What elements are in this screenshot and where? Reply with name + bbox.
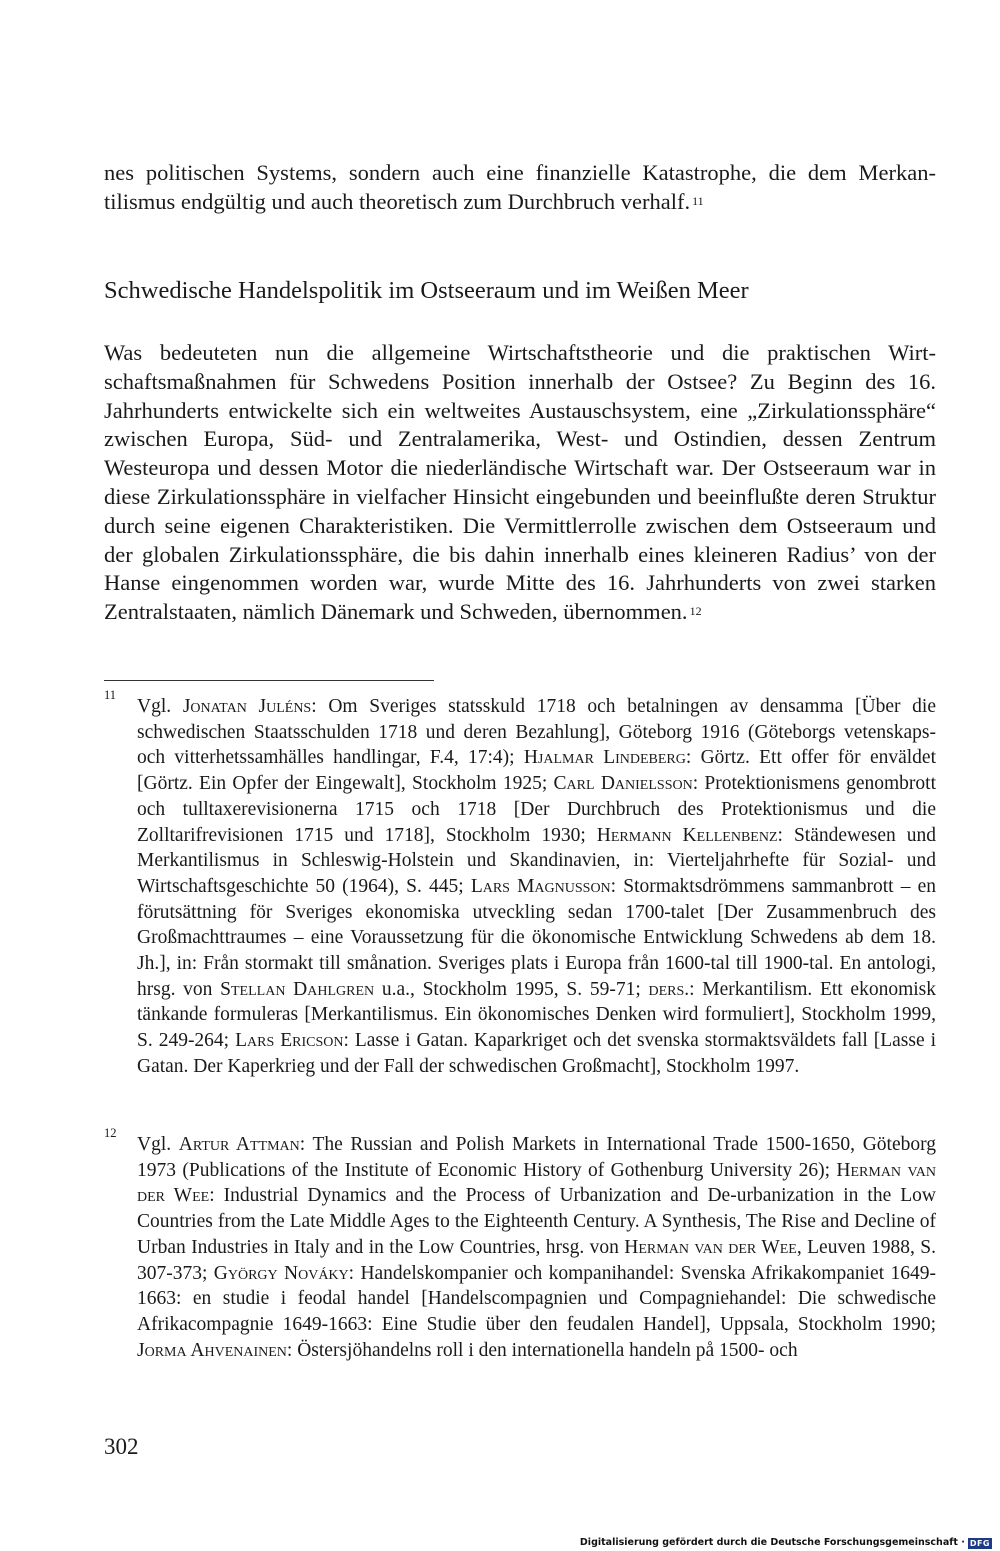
section-heading: Schwedische Handelspolitik im Ostseeraum und im Weißen Meer (104, 277, 749, 304)
author-name: Stellan Dahlgren (220, 978, 375, 1000)
body-text: Was bedeuteten nun die allgemeine Wirtschaftstheorie und die praktischen Wirtschaftsmaßnahmen für Schwedens Position innerhalb der Ostsee? Zu Beginn des 16. Jahrhunderts entwickelte sich ein weltweites Austauschsystem, eine „Zirkulationssphäre“ zwischen Europa, Süd- und Zentralamerika, West- und Ostindien, dessen Zentrum Westeuropa und dessen Motor die niederländische Wirtschaft war. Der Ostseeraum war in diese Zirkulationssphäre in vielfacher Hinsicht eingebunden und beeinflußte deren Struktur durch seine eigenen Charakteristiken. Die Vermittlerrolle zwischen dem Ostseeraum und der globalen Zirkulationssphäre, die bis dahin innerhalb eines kleineren Radius’ von der Hanse eingenommen worden war, wurde Mitte des 16. Jahrhunderts von zwei starken Zentralstaaten, nämlich Dänemark und Schweden, übernommen. (104, 340, 936, 625)
footnote-text: : Om Sveriges statsskuld 1718 och betalningen av densamma [Über die schwedischen Staatsschulden 1718 und deren Bezahlung], Göteborg 1916 (Göteborgs vetenskaps- och vitterhetssamhälles handlingar, F.4, 17:4); (137, 696, 937, 769)
dfg-logo: DFG (969, 1538, 990, 1548)
author-name: Hermann Kellenbenz (596, 824, 778, 846)
footnote-11 (104, 688, 937, 1080)
author-name: Herman van der Wee (137, 1159, 936, 1207)
footnote-text: Vgl. (137, 1134, 179, 1155)
author-name: Artur Attman (178, 1134, 300, 1155)
intro-paragraph (104, 159, 936, 217)
footnote-separator (104, 680, 434, 681)
author-name: Jonatan Juléns (182, 696, 312, 717)
author-name: Hjalmar Lindeberg (523, 747, 686, 769)
footnote-ref-12[interactable]: 12 (689, 604, 702, 619)
credit-text: Digitalisierung gefördert durch die Deutsche Forschungsgemeinschaft · (579, 1537, 965, 1548)
footnote-text: : Stormaktsdrömmens sammanbrott – en förutsättning för Sveriges ekonomiska utveckling sedan 1700-talet [Der Zusammenbruch des Großmachttraumes – eine Voraussetzung für die ökonomische Entwicklung Schwedens ab dem 18. Jh.], in: Från stormakt till smånation. Sveriges plats i Europa från 1600-tal till 1900-tal. En antologi, hrsg. von (137, 875, 936, 1000)
footnote-text: : Ständewesen und Merkantilismus in Schleswig-Holstein und Skandinavien, in: Vierteljahrhefte für Sozial- und Wirtschaftsgeschichte 50 (1964), S. 445; (137, 824, 937, 897)
footnote-text: , Leuven 1988, S. 307-373; (137, 1236, 936, 1284)
body-paragraph (104, 339, 936, 627)
footnote-12 (104, 1126, 936, 1363)
footnote-number: 11 (104, 688, 117, 702)
author-name: György Nováky (213, 1262, 349, 1284)
footnote-text: Vgl. (137, 696, 183, 717)
author-name: ders. (648, 978, 690, 1000)
page-number: 302 (104, 1434, 139, 1459)
author-name: Lars Ericson (235, 1030, 344, 1052)
digitization-credit (580, 1537, 992, 1549)
intro-text: nes politischen Systems, sondern auch eine finanzielle Katastrophe, die dem Merkantilismus endgültig und auch theoretisch zum Durchbruch verhalf. (104, 160, 936, 214)
footnote-ref-11[interactable]: 11 (692, 193, 704, 208)
footnote-text: : Lasse i Gatan. Kaparkriget och det svenska stormaktsväldets fall [Lasse i Gatan. Der Kaperkrieg und der Fall der schwedischen Großmacht], Stockholm 1997. (137, 1030, 936, 1077)
footnote-text: : Industrial Dynamics and the Process of Urbanization and De-urbanization in the Low Countries from the Late Middle Ages to the Eighteenth Century. A Synthesis, The Rise and Decline of Urban Industries in Italy and in the Low Countries, hrsg. von (137, 1185, 936, 1258)
author-name: Herman van der Wee (624, 1236, 797, 1258)
footnote-text: u.a., Stockholm 1995, S. 59-71; (374, 978, 649, 1000)
footnote-text: : The Russian and Polish Markets in International Trade 1500-1650, Göteborg 1973 (Publications of the Institute of Economic History of Gothenburg University 26); (137, 1134, 936, 1181)
footnote-text: : Handelskompanier och kompanihandel: Svenska Afrikakompaniet 1649-1663: en studie i feodal handel [Handelscompagnien und Compagniehandel: Die schwedische Afrikacompagnie 1649-1663: Eine Studie über den feudalen Handel], Uppsala, Stockholm 1990; (137, 1262, 936, 1335)
author-name: Lars Magnusson (470, 875, 611, 897)
footnote-text: : Östersjöhandelns roll i den internationella handeln på 1500- och (286, 1339, 798, 1361)
footnote-text: : Protektionismens genombrott och tulltaxerevisionerna 1715 och 1718 [Der Durchbruch des Protektionismus und die Zolltarifrevisionen 1715 und 1718], Stockholm 1930; (137, 773, 936, 846)
footnote-body (137, 1132, 936, 1363)
footnote-text: : Görtz. Ett offer för enväldet [Görtz. Ein Opfer der Eingewalt], Stockholm 1925; (137, 747, 936, 795)
author-name: Jorma Ahvenainen (137, 1339, 287, 1361)
footnote-number: 12 (104, 1126, 117, 1140)
footnote-body (137, 694, 936, 1080)
author-name: Carl Danielsson (553, 773, 693, 795)
footnote-text: : Merkantilism. Ett ekonomisk tänkande formuleras [Merkantilismus. Ein ökonomisches Denken wird formuliert], Stockholm 1999, S. 249-264; (137, 978, 936, 1052)
